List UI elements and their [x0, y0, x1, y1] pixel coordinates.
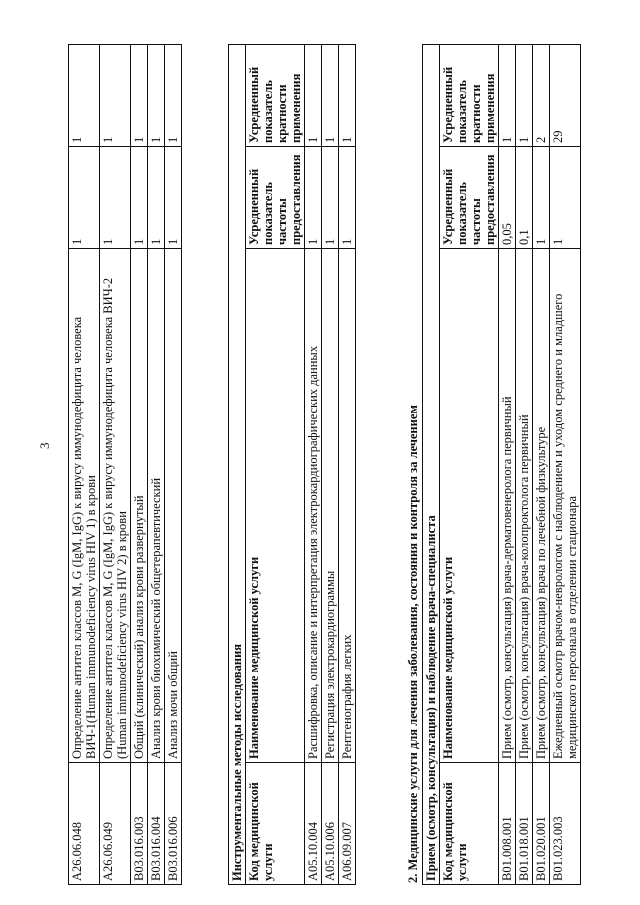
consultation-table: [422, 44, 581, 885]
table-row: [69, 45, 100, 885]
multiplicity-value: 1: [322, 44, 339, 146]
table-row: [131, 45, 148, 885]
frequency-value: 1: [533, 147, 550, 249]
column-header-frequency: Усредненный показатель частоты предоставления: [246, 147, 305, 249]
frequency-value: 1: [69, 147, 100, 249]
service-code: B01.023.003: [550, 763, 581, 885]
section-heading-row: [229, 44, 246, 884]
frequency-value: 1: [165, 147, 182, 249]
frequency-value: 1: [322, 147, 339, 249]
service-code: B03.016.004: [148, 763, 165, 885]
frequency-value: 0,05: [499, 147, 516, 249]
service-code: B03.016.006: [165, 763, 182, 885]
column-header-frequency: Усредненный показатель частоты предоставления: [440, 147, 499, 249]
column-header-multiplicity: Усредненный показатель кратности применения: [440, 44, 499, 146]
service-name: Рентгенография легких: [339, 249, 356, 763]
table-row: [305, 44, 322, 884]
instrumental-table-block: [228, 45, 356, 885]
table-row: [165, 45, 182, 885]
multiplicity-value: 29: [550, 44, 581, 146]
service-code: B01.018.001: [516, 763, 533, 885]
multiplicity-value: 1: [148, 45, 165, 147]
table-row: [100, 45, 131, 885]
lab-table: [68, 44, 182, 885]
table-header-row: [246, 44, 305, 884]
instrumental-table: [228, 44, 356, 885]
table-row: [339, 44, 356, 884]
service-code: B01.008.001: [499, 763, 516, 885]
service-code: A05.10.004: [305, 763, 322, 885]
service-code: B03.016.003: [131, 763, 148, 885]
column-header-multiplicity: Усредненный показатель кратности применения: [246, 44, 305, 146]
multiplicity-value: 1: [131, 45, 148, 147]
service-code: A05.10.006: [322, 763, 339, 885]
service-name: Прием (осмотр, консультация) врача-дерматовенеролога первичный: [499, 249, 516, 763]
treatment-section: [406, 45, 581, 885]
column-header-name: Наименование медицинской услуги: [440, 249, 499, 763]
column-header-code: Код медицинской услуги: [440, 763, 499, 885]
frequency-value: 1: [550, 147, 581, 249]
service-name: Анализ крови биохимический общетерапевтический: [148, 249, 165, 763]
multiplicity-value: 1: [339, 44, 356, 146]
service-code: A06.09.007: [339, 763, 356, 885]
frequency-value: 1: [131, 147, 148, 249]
subsection-heading: Прием (осмотр, консультация) и наблюдение врача-специалиста: [423, 44, 440, 884]
section-heading: Инструментальные методы исследования: [229, 44, 246, 884]
service-name: Общий (клинический) анализ крови развернутый: [131, 249, 148, 763]
subsection-heading-row: [423, 44, 440, 884]
table-row: [550, 44, 581, 884]
service-name: Определение антител классов M, G (IgM, IgG) к вирусу иммунодефицита человека ВИЧ-2 (Human immunodeficiency virus HIV 2) в крови: [100, 249, 131, 763]
table-row: [148, 45, 165, 885]
multiplicity-value: 1: [69, 45, 100, 147]
frequency-value: 0,1: [516, 147, 533, 249]
service-name: Расшифровка, описание и интерпретация электрокардиографических данных: [305, 249, 322, 763]
service-name: Анализ мочи общий: [165, 249, 182, 763]
column-header-name: Наименование медицинской услуги: [246, 249, 305, 763]
service-name: Ежедневный осмотр врачом-неврологом с наблюдением и уходом среднего и младшего медицинского персонала в отделении стационара: [550, 249, 581, 763]
table-row: [322, 44, 339, 884]
table-row: [499, 44, 516, 884]
multiplicity-value: 1: [165, 45, 182, 147]
section-title: 2. Медицинские услуги для лечения заболевания, состояния и контроля за лечением: [406, 405, 420, 883]
multiplicity-value: 1: [305, 44, 322, 146]
service-code: B01.020.001: [533, 763, 550, 885]
service-name: Прием (осмотр, консультация) врача-колопроктолога первичный: [516, 249, 533, 763]
service-code: A26.06.049: [100, 763, 131, 885]
service-name: Определение антител классов M, G (IgM, IgG) к вирусу иммунодефицита человека ВИЧ-1(Human immunodeficiency virus HIV 1) в крови: [69, 249, 100, 763]
table-row: [516, 44, 533, 884]
multiplicity-value: 1: [516, 44, 533, 146]
multiplicity-value: 1: [100, 45, 131, 147]
frequency-value: 1: [100, 147, 131, 249]
lab-table-block: [68, 45, 182, 885]
page-number: 3: [37, 442, 52, 449]
frequency-value: 1: [339, 147, 356, 249]
frequency-value: 1: [148, 147, 165, 249]
table-row: [533, 44, 550, 884]
table-header-row: [440, 44, 499, 884]
service-code: A26.06.048: [69, 763, 100, 885]
service-name: Прием (осмотр, консультация) врача по лечебной физкультуре: [533, 249, 550, 763]
multiplicity-value: 2: [533, 44, 550, 146]
multiplicity-value: 1: [499, 44, 516, 146]
frequency-value: 1: [305, 147, 322, 249]
column-header-code: Код медицинской услуги: [246, 763, 305, 885]
service-name: Регистрация электрокардиограммы: [322, 249, 339, 763]
